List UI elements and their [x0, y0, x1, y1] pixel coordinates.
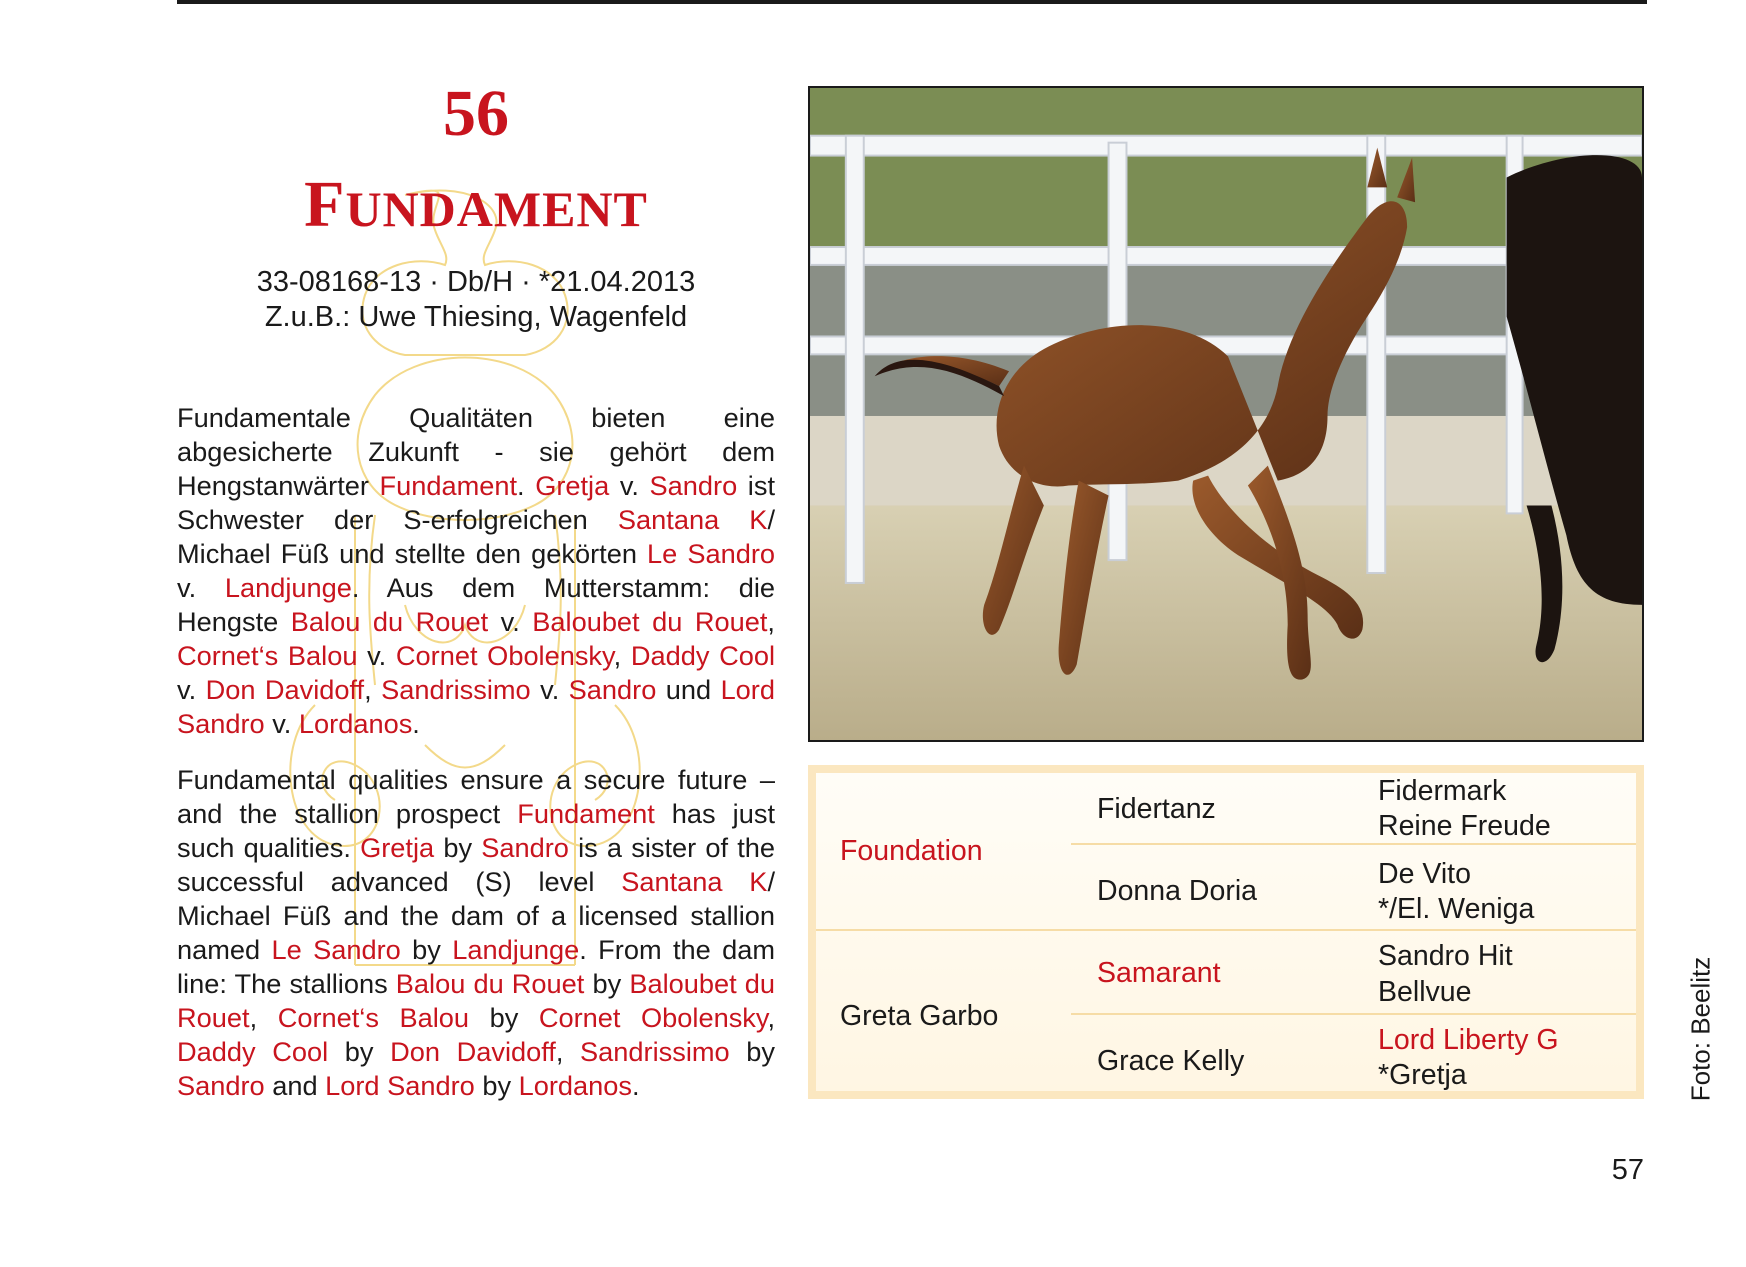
top-rule	[177, 0, 1647, 4]
pedigree-sire-dam-dam: */El. Weniga	[1378, 893, 1535, 925]
horse-name-initial: F	[304, 168, 346, 241]
highlighted-name: Don Davidoff	[205, 674, 365, 705]
pedigree-sire: Foundation	[840, 835, 983, 867]
highlighted-name: Sandro	[177, 1070, 265, 1101]
highlighted-name: Sandro	[568, 674, 657, 705]
pedigree-dam-sire: Samarant	[1097, 957, 1221, 989]
text-segment: by	[729, 1036, 775, 1067]
text-segment: .	[631, 1070, 640, 1101]
text-segment: ,	[767, 1002, 776, 1033]
text-segment: v.	[177, 572, 225, 603]
pedigree-sire-sire: Fidertanz	[1097, 793, 1216, 825]
highlighted-name: Sandro	[649, 470, 738, 501]
highlighted-name: Cornet Obolensky	[395, 640, 614, 671]
pedigree-inner	[816, 773, 1636, 1091]
pedigree-dam-sire-sire: Sandro Hit	[1378, 940, 1513, 972]
highlighted-name: Cornet‘s Balou	[277, 1002, 470, 1033]
highlighted-name: Balou du Rouet	[395, 968, 585, 999]
highlighted-name: Sandro	[481, 832, 569, 863]
text-segment: / Michael Füß und stellte den gekörten	[177, 504, 775, 569]
text-segment: is a sister of the successful advanced (S) level	[177, 832, 776, 897]
highlighted-name: Gretja	[360, 832, 435, 863]
text-segment: has just such qualities.	[177, 798, 775, 863]
pedigree-dam-dam: Grace Kelly	[1097, 1045, 1245, 1077]
text-segment: ,	[249, 1002, 278, 1033]
text-segment: / Michael Füß and the dam of a licensed stallion named	[177, 866, 775, 965]
pedigree-sire-dam: Donna Doria	[1097, 875, 1258, 907]
highlighted-name: Le Sandro	[271, 934, 401, 965]
highlighted-name: Sandrissimo	[381, 674, 531, 705]
text-segment: .	[412, 708, 420, 739]
pedigree-sire-sire-dam: Reine Freude	[1378, 810, 1551, 842]
text-segment: v.	[357, 640, 396, 671]
highlighted-name: Lord Sandro	[177, 674, 775, 739]
highlighted-name: Don Davidoff	[390, 1036, 556, 1067]
pedigree-divider	[1071, 843, 1636, 845]
highlighted-name: Lord Sandro	[325, 1070, 475, 1101]
highlighted-name: Lordanos	[298, 708, 413, 739]
pedigree-divider	[1071, 1013, 1636, 1015]
highlighted-name: Fundament	[517, 798, 655, 829]
text-segment: by	[474, 1070, 519, 1101]
horse-meta	[177, 265, 775, 335]
text-segment: by	[469, 1002, 539, 1033]
pedigree-dam: Greta Garbo	[840, 1000, 999, 1032]
pedigree-divider	[816, 929, 1636, 931]
highlighted-name: Baloubet du Rouet	[177, 968, 775, 1033]
text-segment: ist Schwester der S-erfolgreichen	[177, 470, 775, 535]
highlighted-name: Fundament	[379, 470, 518, 501]
pedigree-dam-sire-dam: Bellvue	[1378, 976, 1472, 1008]
highlighted-name: Sandrissimo	[580, 1036, 730, 1067]
description-english	[177, 763, 775, 1103]
highlighted-name: Landjunge	[224, 572, 352, 603]
text-segment: und	[656, 674, 721, 705]
text-segment: v.	[177, 674, 206, 705]
highlighted-name: Le Sandro	[647, 538, 775, 569]
highlighted-name: Santana K	[621, 866, 768, 897]
text-segment: Fundamental qualities ensure a secure future – and the stallion prospect	[177, 764, 775, 829]
page-number: 57	[1611, 1154, 1644, 1186]
text-segment: Fundamentale Qualitäten bieten eine abgesicherte Zukunft - sie gehört dem Hengstanwärter	[177, 402, 775, 501]
foal-photo	[808, 86, 1644, 742]
text-segment: . From the dam line: The stallions	[177, 934, 776, 999]
highlighted-name: Gretja	[535, 470, 610, 501]
photo-credit	[1683, 956, 1719, 1101]
text-segment: and	[264, 1070, 326, 1101]
lot-number: 56	[443, 77, 509, 150]
text-segment: by	[434, 832, 482, 863]
pedigree-dam-dam-dam: *Gretja	[1378, 1059, 1467, 1091]
text-segment: by	[584, 968, 630, 999]
highlighted-name: Cornet Obolensky	[538, 1002, 768, 1033]
pedigree-dam-dam-sire: Lord Liberty G	[1378, 1024, 1559, 1056]
highlighted-name: Santana K	[617, 504, 768, 535]
highlighted-name: Lordanos	[518, 1070, 632, 1101]
description-german	[177, 401, 775, 741]
highlighted-name: Baloubet du Rouet	[532, 606, 768, 637]
text-segment: v.	[264, 708, 299, 739]
highlighted-name: Balou du Rouet	[290, 606, 489, 637]
text-segment: . Aus dem Mutterstamm: die Hengste	[177, 572, 775, 637]
text-segment: .	[517, 470, 536, 501]
photo-credit-text: Foto: Beelitz	[1685, 956, 1716, 1101]
text-segment: by	[328, 1036, 391, 1067]
highlighted-name: Daddy Cool	[177, 1036, 329, 1067]
horse-name	[177, 170, 775, 244]
highlighted-name: Cornet‘s Balou	[177, 640, 358, 671]
text-segment: ,	[555, 1036, 581, 1067]
highlighted-name: Daddy Cool	[630, 640, 775, 671]
highlighted-name: Landjunge	[452, 934, 580, 965]
text-segment: v.	[609, 470, 650, 501]
text-segment: ,	[767, 606, 775, 637]
pedigree-sire-dam-sire: De Vito	[1378, 858, 1471, 890]
text-segment: v.	[488, 606, 533, 637]
breeder-line: Z.u.B.: Uwe Thiesing, Wagenfeld	[264, 301, 688, 333]
text-segment: v.	[530, 674, 569, 705]
text-segment: by	[400, 934, 453, 965]
registration-line: 33-08168-13 · Db/H · *21.04.2013	[256, 266, 696, 298]
pedigree-table	[808, 765, 1644, 1099]
text-segment: ,	[364, 674, 382, 705]
pedigree-sire-sire-sire: Fidermark	[1378, 775, 1507, 807]
horse-name-rest: UNDAMENT	[345, 181, 648, 237]
text-segment: ,	[613, 640, 631, 671]
